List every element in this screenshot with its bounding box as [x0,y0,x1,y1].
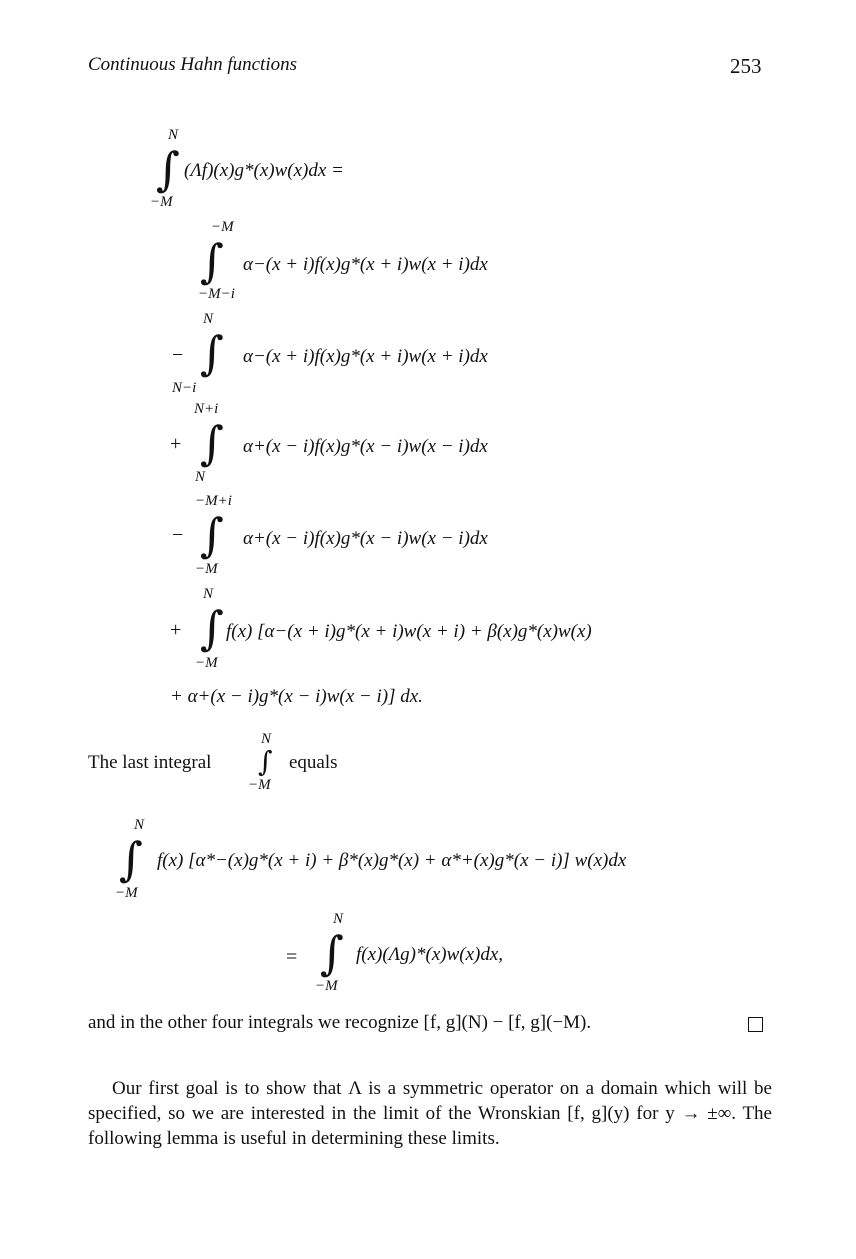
term-sign: − [172,524,184,546]
page-number: 253 [730,54,762,78]
term-integrand: α−(x + i)f(x)g*(x + i)w(x + i)dx [243,254,488,275]
term-sign: + [170,433,182,455]
sentence-text: The last integral [88,752,212,773]
integral-sign: ∫ [156,142,180,196]
integral-sign: ∫ [200,508,224,562]
integral-sign: ∫ [119,832,143,886]
integral-sign: ∫ [200,601,224,655]
term-integrand: α+(x − i)f(x)g*(x − i)w(x − i)dx [243,528,488,549]
lower-limit: −M−i [198,286,235,302]
sentence-text: equals [289,752,338,773]
integral-sign: ∫ [320,926,344,980]
lower-limit: −M [248,777,271,793]
upper-limit: N [333,911,344,927]
running-title: Continuous Hahn functions [88,54,298,75]
term-integrand: f(x) [α−(x + i)g*(x + i)w(x + i) + β(x)g*(x)w(x) [226,621,592,642]
lower-limit: −M [315,978,338,994]
lhs-integrand: (Λf)(x)g*(x)w(x)dx = [184,160,344,181]
lower-limit: −M [195,561,218,577]
upper-limit: N [134,817,145,833]
lower-limit: −M [195,655,218,671]
equation-continuation: + α+(x − i)g*(x − i)w(x − i)] dx. [170,686,423,707]
result-integrand: f(x)(Λg)*(x)w(x)dx, [356,944,504,965]
term-sign: − [172,344,184,366]
term-integrand: α−(x + i)f(x)g*(x + i)w(x + i)dx [243,346,488,367]
upper-limit: −M [211,219,234,235]
lower-limit: N−i [172,380,197,396]
upper-limit: N+i [194,401,219,417]
upper-limit: N [203,311,214,327]
upper-limit: −M+i [195,493,232,509]
equals-sign: = [286,946,298,968]
lower-limit: −M [115,885,138,901]
upper-limit: N [203,586,214,602]
upper-limit: N [261,731,272,747]
integral-sign: ∫ [258,745,273,778]
qed-square-icon [748,1017,763,1032]
integral-sign: ∫ [200,326,224,380]
conjugate-integrand: f(x) [α*−(x)g*(x + i) + β*(x)g*(x) + α*+(x)g*(x − i)] w(x)dx [157,850,627,871]
upper-limit: N [168,127,179,143]
sentence-recognize: and in the other four integrals we recognize [f, g](N) − [f, g](−M). [88,1012,592,1033]
lower-limit: −M [150,194,173,210]
body-paragraph: Our first goal is to show that Λ is a symmetric operator on a domain which will be specified, so we are interested in the limit of the Wronskian [f, g](y) for y → ±∞. The following lemma is useful in determining these limits. [88,1078,772,1149]
integral-sign: ∫ [200,234,224,288]
term-integrand: α+(x − i)f(x)g*(x − i)w(x − i)dx [243,436,488,457]
lower-limit: N [195,469,206,485]
integral-sign: ∫ [200,416,224,470]
term-sign: + [170,619,182,641]
